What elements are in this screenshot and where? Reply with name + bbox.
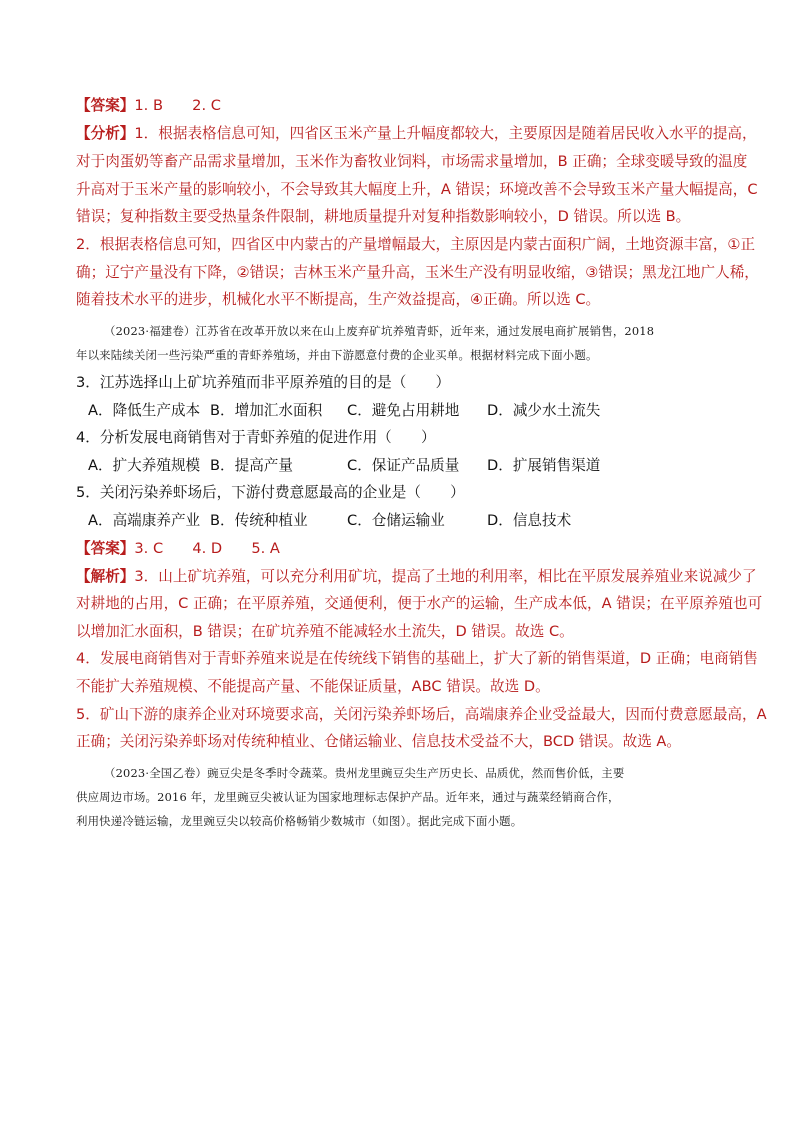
explanation-line: 4．发展电商销售对于青虾养殖来说是在传统线下销售的基础上，扩大了新的销售渠道，D 正确；电商销售 bbox=[76, 650, 758, 667]
answer-label: 【答案】 bbox=[76, 97, 135, 114]
question-intro: （2023·全国乙卷）豌豆尖是冬季时令蔬菜。贵州龙里豌豆尖生产历史长、品质优，然而售价低，主要 bbox=[104, 766, 625, 780]
answer-text: 1. B 2. C bbox=[134, 97, 221, 114]
question-stem-5: 5．关闭污染养虾场后，下游付费意愿最高的企业是（ ） bbox=[76, 484, 465, 501]
analysis-line bbox=[76, 124, 757, 144]
option-a[interactable]: A．降低生产成本 bbox=[88, 402, 201, 419]
question-intro: 利用快递冷链运输，龙里豌豆尖以较高价格畅销少数城市（如图）。据此完成下面小题。 bbox=[76, 814, 523, 828]
option-b[interactable]: B．提高产量 bbox=[210, 457, 293, 474]
option-d[interactable]: D．扩展销售渠道 bbox=[487, 457, 601, 474]
explanation-line: 正确；关闭污染养虾场对传统种植业、仓储运输业、信息技术受益不大，BCD 错误。故选 A。 bbox=[76, 733, 682, 750]
analysis-line: 错误；复种指数主要受热量条件限制，耕地质量提升对复种指数影响较小，D 错误。所以选 B。 bbox=[76, 208, 691, 225]
analysis-line: 随着技术水平的进步，机械化水平不断提高，生产效益提高，④正确。所以选 C。 bbox=[76, 291, 601, 308]
option-d[interactable]: D．信息技术 bbox=[487, 512, 572, 529]
explanation-line: 5．矿山下游的康养企业对环境要求高，关闭污染养虾场后，高端康养企业受益最大，因而付费意愿最高，A bbox=[76, 706, 767, 723]
analysis-label: 【分析】 bbox=[76, 125, 135, 142]
option-c[interactable]: C．仓储运输业 bbox=[347, 512, 445, 529]
question-intro: （2023·福建卷）江苏省在改革开放以来在山上废弃矿坑养殖青虾，近年来，通过发展电商扩展销售，2018 bbox=[104, 324, 655, 338]
option-c[interactable]: C．保证产品质量 bbox=[347, 457, 460, 474]
answer-text: 3. C 4. D 5. A bbox=[134, 540, 280, 557]
question-stem-4: 4．分析发展电商销售对于青虾养殖的促进作用（ ） bbox=[76, 429, 436, 446]
question-stem-3: 3．江苏选择山上矿坑养殖而非平原养殖的目的是（ ） bbox=[76, 374, 451, 391]
analysis-text: 1．根据表格信息可知，四省区玉米产量上升幅度都较大，主要原因是随着居民收入水平的提高， bbox=[134, 125, 757, 142]
question-intro: 年以来陆续关闭一些污染严重的青虾养殖场，并由下游愿意付费的企业买单。根据材料完成下面小题。 bbox=[76, 348, 598, 362]
analysis-line: 升高对于玉米产量的影响较小，不会导致其大幅度上升，A 错误；环境改善不会导致玉米产量大幅提高，C bbox=[76, 181, 758, 198]
answer-line-1 bbox=[76, 96, 221, 116]
option-b[interactable]: B．传统种植业 bbox=[210, 512, 308, 529]
option-b[interactable]: B．增加汇水面积 bbox=[210, 402, 323, 419]
explanation-line: 不能扩大养殖规模、不能提高产量、不能保证质量，ABC 错误。故选 D。 bbox=[76, 678, 550, 695]
analysis-line: 对于肉蛋奶等畜产品需求量增加，玉米作为畜牧业饲料，市场需求量增加，B 正确；全球变暖导致的温度 bbox=[76, 153, 748, 170]
explanation-line bbox=[76, 567, 757, 587]
option-d[interactable]: D．减少水土流失 bbox=[487, 402, 601, 419]
option-c[interactable]: C．避免占用耕地 bbox=[347, 402, 460, 419]
explanation-line: 以增加汇水面积，B 错误；在矿坑养殖不能减轻水土流失，D 错误。故选 C。 bbox=[76, 623, 574, 640]
answer-label: 【答案】 bbox=[76, 540, 135, 557]
answer-line-2 bbox=[76, 539, 280, 559]
question-intro: 供应周边市场。2016 年，龙里豌豆尖被认证为国家地理标志保护产品。近年来，通过与蔬菜经销商合作， bbox=[76, 790, 620, 804]
option-a[interactable]: A．扩大养殖规模 bbox=[88, 457, 201, 474]
explanation-label: 【解析】 bbox=[76, 568, 135, 585]
option-a[interactable]: A．高端康养产业 bbox=[88, 512, 201, 529]
explanation-text: 3．山上矿坑养殖，可以充分利用矿坑，提高了土地的利用率，相比在平原发展养殖业来说减少了 bbox=[134, 568, 757, 585]
analysis-line: 2．根据表格信息可知，四省区中内蒙古的产量增幅最大，主原因是内蒙古面积广阔，土地资源丰富，①正 bbox=[76, 236, 756, 253]
analysis-line: 确；辽宁产量没有下降，②错误；吉林玉米产量升高，玉米生产没有明显收缩，③错误；黑龙江地广人稀， bbox=[76, 264, 759, 281]
explanation-line: 对耕地的占用，C 正确；在平原养殖，交通便利，便于水产的运输，生产成本低，A 错误；在平原养殖也可 bbox=[76, 595, 763, 612]
